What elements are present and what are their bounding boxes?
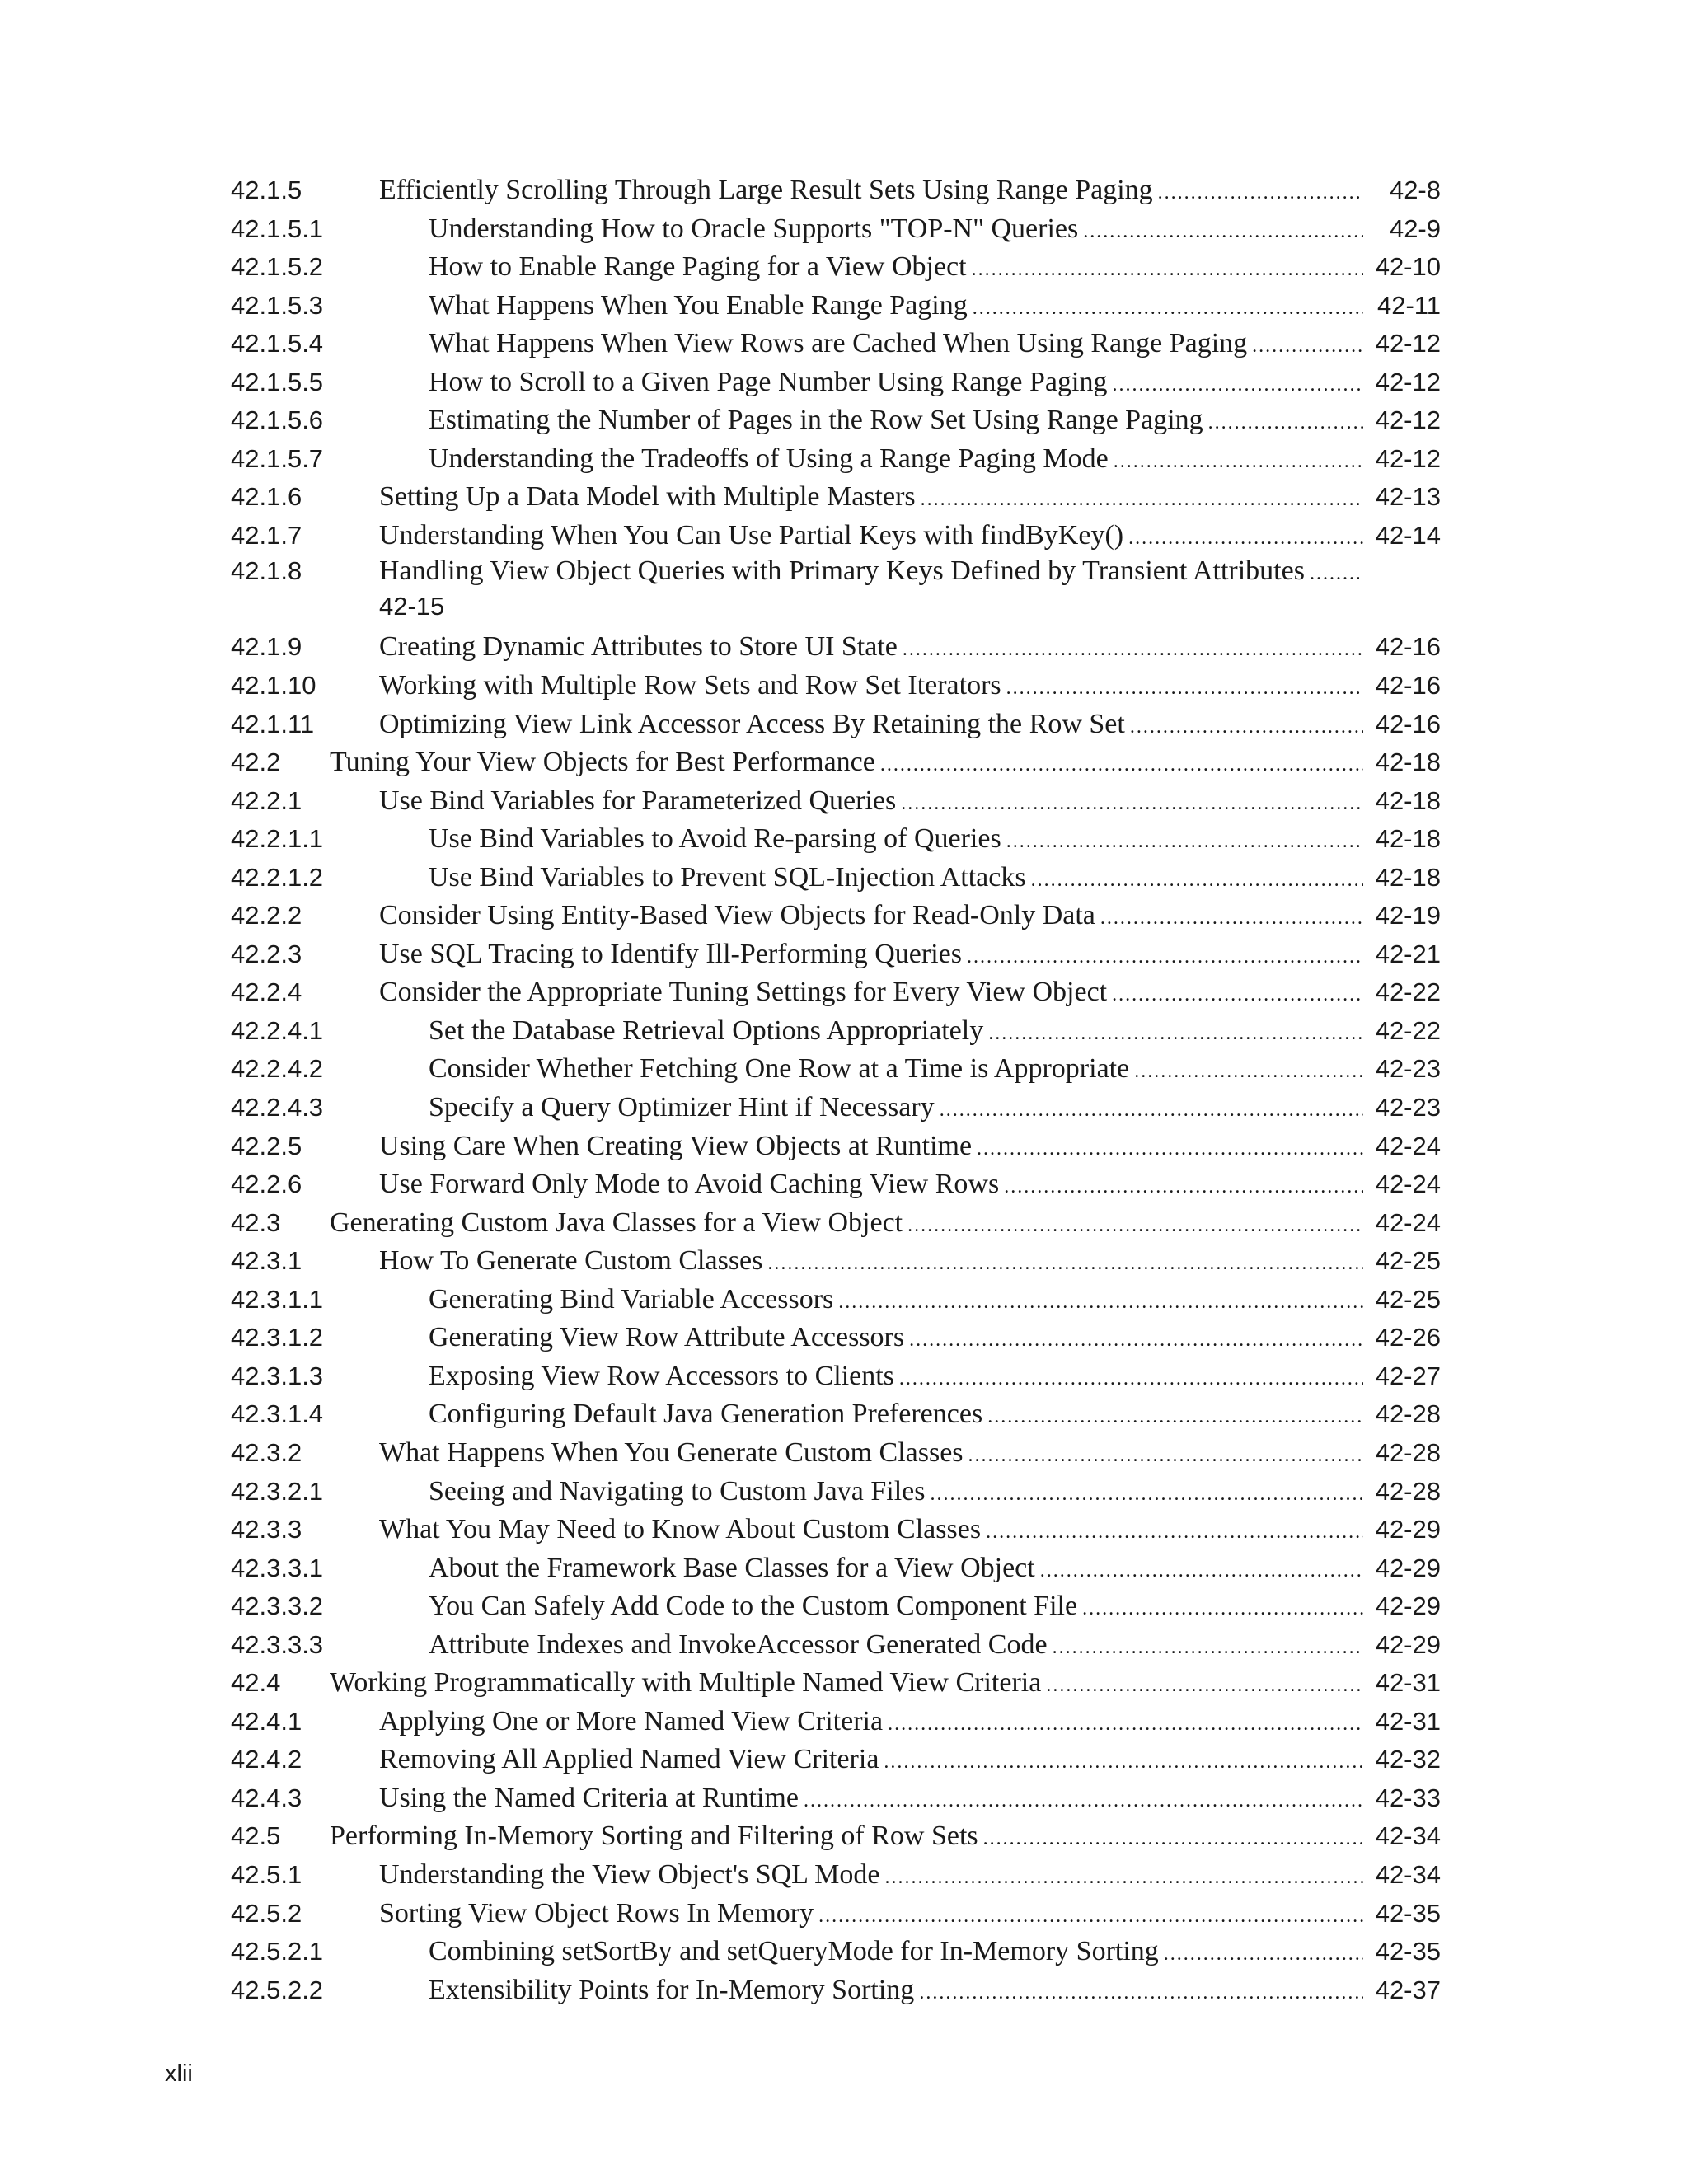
toc-entry-page[interactable]: 42-13 [1375, 482, 1441, 512]
toc-entry-page[interactable]: 42-12 [1375, 405, 1441, 435]
toc-entry-page[interactable]: 42-25 [1375, 1284, 1441, 1314]
toc-entry-page[interactable]: 42-32 [1375, 1745, 1441, 1774]
toc-entry-page[interactable]: 42-24 [1375, 1131, 1441, 1160]
dot-leader [919, 1974, 1363, 2013]
toc-entry-page[interactable]: 42-10 [1375, 252, 1441, 282]
toc-entry-number: 42.3.1.4 [231, 1399, 324, 1429]
toc-entry-title[interactable]: Estimating the Number of Pages in the Row Set Using Range Paging [429, 405, 1203, 436]
toc-entry-number: 42.3.1.1 [231, 1284, 324, 1314]
toc-entry-page[interactable]: 42-28 [1375, 1437, 1441, 1467]
toc-entry-number: 42.1.11 [231, 709, 315, 738]
toc-entry-page[interactable]: 42-18 [1375, 785, 1441, 815]
toc-entry-number: 42.1.5.3 [231, 290, 324, 320]
toc-entry[interactable] [231, 1127, 1441, 1166]
toc-entry-page[interactable]: 42-24 [1375, 1207, 1441, 1237]
toc-entry[interactable] [231, 1395, 1441, 1434]
toc-entry-title[interactable]: What You May Need to Know About Custom Classes [379, 1514, 982, 1545]
dot-leader [1310, 557, 1359, 590]
toc-entry-title[interactable]: Optimizing View Link Accessor Access By Retaining the Row Set [379, 708, 1125, 739]
toc-entry-number: 42.3.2 [231, 1437, 302, 1467]
toc-entry[interactable] [231, 1511, 1441, 1549]
toc-entry-page[interactable]: 42-16 [1375, 671, 1441, 701]
toc-entry-number: 42.2.4.3 [231, 1093, 324, 1122]
dot-leader [1130, 708, 1363, 747]
toc-entry-number: 42.2.3 [231, 939, 302, 968]
dot-leader [903, 630, 1363, 669]
toc-entry[interactable] [231, 1012, 1441, 1051]
toc-entry-title[interactable]: Seeing and Navigating to Custom Java Files [429, 1475, 926, 1507]
toc-entry-title[interactable]: Understanding the Tradeoffs of Using a Range Paging Mode [429, 443, 1109, 474]
toc-entry-page[interactable]: 42-29 [1375, 1629, 1441, 1659]
toc-entry[interactable] [231, 1089, 1441, 1127]
dot-leader [1128, 519, 1363, 558]
dot-leader [1004, 1168, 1363, 1207]
dot-leader [901, 785, 1363, 823]
toc-entry-number: 42.5.2.1 [231, 1937, 324, 1966]
dot-leader [1112, 976, 1363, 1015]
toc-entry-title[interactable]: Understanding When You Can Use Partial Keys with findByKey() [379, 519, 1124, 551]
toc-entry-number: 42.1.5.7 [231, 443, 324, 473]
toc-entry-title[interactable]: Consider the Appropriate Tuning Settings for Every View Object [379, 977, 1108, 1008]
toc-entry-title[interactable]: What Happens When You Enable Range Paging [429, 289, 968, 321]
toc-entry-page[interactable]: 42-16 [1375, 709, 1441, 738]
dot-leader [1112, 366, 1363, 405]
toc-entry[interactable] [231, 210, 1441, 249]
toc-entry[interactable] [231, 820, 1441, 859]
toc-entry[interactable] [231, 1817, 1441, 1856]
toc-entry-title[interactable]: How To Generate Custom Classes [379, 1245, 763, 1277]
toc-entry-title[interactable]: Extensibility Points for In-Memory Sorting [429, 1974, 915, 2005]
dot-leader [1031, 861, 1363, 900]
toc-entry[interactable] [231, 782, 1441, 821]
toc-entry[interactable] [231, 517, 1441, 555]
toc-entry-number: 42.3.3.2 [231, 1591, 324, 1621]
toc-entry-title[interactable]: You Can Safely Add Code to the Custom Component File [429, 1591, 1078, 1622]
dot-leader [1134, 1052, 1363, 1091]
toc-entry[interactable] [231, 973, 1441, 1012]
toc-entry-number: 42.2.5 [231, 1131, 302, 1160]
toc-entry[interactable] [231, 628, 1441, 667]
toc-entry-title[interactable]: How to Scroll to a Given Page Number Using Range Paging [429, 366, 1108, 397]
toc-entry-number: 42.4.2 [231, 1745, 302, 1774]
toc-entry[interactable] [231, 1626, 1441, 1665]
dot-leader [1208, 404, 1363, 443]
toc-entry-page[interactable]: 42-22 [1375, 977, 1441, 1007]
toc-entry-title[interactable]: Sorting View Object Rows In Memory [379, 1897, 814, 1929]
dot-leader [909, 1321, 1363, 1360]
toc-entry-page[interactable]: 42-29 [1375, 1591, 1441, 1621]
dot-leader [921, 480, 1363, 519]
toc-entry[interactable] [231, 897, 1441, 935]
toc-entry-number: 42.5.1 [231, 1859, 302, 1889]
toc-entry-title[interactable]: Tuning Your View Objects for Best Performance [330, 747, 875, 778]
dot-leader [1083, 213, 1363, 251]
toc-entry-page[interactable]: 42-34 [1375, 1821, 1441, 1851]
toc-entry-number: 42.1.5.6 [231, 405, 324, 435]
toc-entry-page[interactable]: 42-27 [1375, 1361, 1441, 1390]
toc-entry-number: 42.4.1 [231, 1706, 302, 1736]
dot-leader [940, 1091, 1363, 1130]
toc-entry-page[interactable]: 42-35 [1375, 1937, 1441, 1966]
toc-entry-title[interactable]: How to Enable Range Paging for a View Object [429, 251, 967, 283]
dot-leader [967, 938, 1363, 977]
toc-entry-number: 42.5.2 [231, 1898, 302, 1928]
toc-entry-number: 42.2.2 [231, 901, 302, 930]
toc-entry-page[interactable]: 42-15 [379, 592, 445, 621]
toc-entry[interactable] [231, 1895, 1441, 1933]
toc-entry[interactable] [231, 555, 1441, 628]
page-folio: xlii [165, 2060, 193, 2087]
toc-entry-title[interactable]: Understanding How to Oracle Supports "TOP-N" Queries [429, 213, 1079, 244]
toc-entry-page[interactable]: 42-29 [1375, 1553, 1441, 1582]
toc-entry[interactable] [231, 1165, 1441, 1204]
toc-entry-number: 42.3.1.2 [231, 1323, 324, 1352]
toc-entry-title[interactable]: Setting Up a Data Model with Multiple Masters [379, 481, 916, 513]
toc-entry-page[interactable]: 42-31 [1375, 1668, 1441, 1698]
toc-entry-title[interactable]: Specify a Query Optimizer Hint if Necessary [429, 1092, 935, 1123]
dot-leader [838, 1283, 1363, 1322]
toc-entry-number: 42.3.1.3 [231, 1361, 324, 1390]
toc-entry-title[interactable]: Configuring Default Java Generation Preferences [429, 1399, 983, 1430]
dot-leader [1046, 1666, 1363, 1705]
toc-entry[interactable] [231, 1856, 1441, 1895]
toc-entry-number: 42.1.7 [231, 520, 302, 550]
toc-entry[interactable] [231, 171, 1441, 210]
toc-entry-page[interactable]: 42-16 [1375, 632, 1441, 662]
toc-entry-title[interactable]: About the Framework Base Classes for a View Object [429, 1552, 1035, 1583]
toc-entry-page[interactable]: 42-21 [1375, 939, 1441, 968]
toc-entry-title[interactable]: Combining setSortBy and setQueryMode for In-Memory Sorting [429, 1936, 1159, 1967]
toc-entry-page[interactable]: 42-12 [1375, 443, 1441, 473]
toc-entry-number: 42.3.3.1 [231, 1553, 324, 1582]
toc-entry[interactable] [231, 705, 1441, 744]
toc-entry-number: 42.4 [231, 1668, 281, 1698]
toc-entry-page[interactable]: 42-31 [1375, 1706, 1441, 1736]
toc-entry-number: 42.1.10 [231, 671, 316, 701]
toc-entry[interactable] [231, 1242, 1441, 1281]
toc-entry[interactable] [231, 1549, 1441, 1588]
toc-entry-number: 42.1.5 [231, 176, 302, 204]
dot-leader [1164, 1935, 1363, 1974]
toc-entry-page[interactable]: 42-11 [1377, 290, 1441, 320]
dot-leader [1006, 669, 1363, 708]
dot-leader [899, 1360, 1363, 1399]
toc-entry-title[interactable]: What Happens When View Rows are Cached When Using Range Paging [429, 328, 1248, 359]
toc-entry-page[interactable]: 42-26 [1375, 1323, 1441, 1352]
toc-entry-title[interactable]: Generating Custom Java Classes for a View Object [330, 1207, 903, 1238]
toc-entry-page[interactable]: 42-24 [1375, 1169, 1441, 1199]
dot-leader [986, 1513, 1363, 1552]
toc-entry-title[interactable]: Use Bind Variables for Parameterized Queries [379, 785, 897, 816]
toc-entry-title[interactable]: Use Bind Variables to Avoid Re-parsing of Queries [429, 823, 1001, 855]
toc-entry[interactable] [231, 478, 1441, 517]
toc-entry-title[interactable]: Attribute Indexes and InvokeAccessor Generated Code [429, 1629, 1048, 1660]
toc-entry-title[interactable]: Using Care When Creating View Objects at Runtime [379, 1130, 973, 1161]
toc-entry-title[interactable]: Use Bind Variables to Prevent SQL-Injection Attacks [429, 861, 1026, 893]
toc-entry-number: 42.1.5.5 [231, 367, 324, 396]
dot-leader [968, 1436, 1363, 1475]
toc-entry[interactable] [231, 1741, 1441, 1779]
toc-entry-title[interactable]: Consider Using Entity-Based View Objects for Read-Only Data [379, 900, 1095, 931]
toc-entry-title[interactable]: Generating Bind Variable Accessors [429, 1283, 834, 1315]
toc-entry-number: 42.1.6 [231, 482, 302, 512]
toc-entry-page[interactable]: 42-28 [1375, 1476, 1441, 1506]
toc-entry-page[interactable]: 42-8 [1389, 176, 1441, 204]
table-of-contents [231, 171, 1441, 2009]
toc-entry-number: 42.2.4 [231, 977, 302, 1007]
toc-entry-number: 42.2.1 [231, 785, 302, 815]
toc-entry[interactable] [231, 1050, 1441, 1089]
toc-entry-page[interactable]: 42-18 [1375, 824, 1441, 854]
toc-entry-title[interactable]: Generating View Row Attribute Accessors [429, 1322, 905, 1353]
dot-leader [973, 289, 1363, 328]
toc-entry-title[interactable]: Performing In-Memory Sorting and Filtering of Row Sets [330, 1821, 978, 1852]
dot-leader [972, 251, 1363, 289]
toc-entry-number: 42.2.6 [231, 1169, 302, 1199]
dot-leader [977, 1130, 1363, 1169]
toc-entry-number: 42.3.3.3 [231, 1629, 324, 1659]
toc-entry[interactable] [231, 1434, 1441, 1473]
toc-entry[interactable] [231, 743, 1441, 782]
toc-entry-page[interactable]: 42-25 [1375, 1246, 1441, 1276]
toc-entry-number: 42.2.4.2 [231, 1054, 324, 1084]
toc-entry-page[interactable]: 42-23 [1375, 1093, 1441, 1122]
dot-leader [983, 1820, 1363, 1858]
toc-entry[interactable] [231, 1281, 1441, 1319]
toc-entry-title[interactable]: Working with Multiple Row Sets and Row Set Iterators [379, 670, 1001, 701]
dot-leader [1114, 443, 1363, 481]
dot-leader [804, 1782, 1363, 1821]
toc-entry[interactable] [231, 859, 1441, 898]
toc-entry-number: 42.3 [231, 1207, 281, 1237]
toc-entry[interactable] [231, 287, 1441, 326]
toc-entry-page[interactable]: 42-9 [1389, 213, 1441, 243]
toc-entry[interactable] [231, 1204, 1441, 1243]
toc-entry-page[interactable]: 42-18 [1375, 748, 1441, 777]
toc-entry[interactable] [231, 1971, 1441, 2010]
toc-entry[interactable] [231, 1703, 1441, 1741]
toc-entry-title[interactable]: Use SQL Tracing to Identify Ill-Performing Queries [379, 938, 962, 969]
toc-entry-page[interactable]: 42-23 [1375, 1054, 1441, 1084]
toc-entry-title[interactable]: Understanding the View Object's SQL Mode [379, 1858, 880, 1890]
toc-entry-title[interactable]: Creating Dynamic Attributes to Store UI State [379, 631, 898, 663]
toc-entry-title[interactable]: Using the Named Criteria at Runtime [379, 1782, 799, 1813]
dot-leader [818, 1897, 1363, 1936]
toc-entry[interactable] [231, 248, 1441, 287]
toc-entry-page[interactable]: 42-28 [1375, 1399, 1441, 1429]
toc-entry-page[interactable]: 42-35 [1375, 1898, 1441, 1928]
toc-entry-number: 42.4.3 [231, 1783, 302, 1812]
toc-entry-page[interactable]: 42-12 [1375, 367, 1441, 396]
toc-entry[interactable] [231, 1357, 1441, 1396]
toc-entry-title[interactable]: Exposing View Row Accessors to Clients [429, 1360, 894, 1391]
dot-leader [1252, 327, 1363, 366]
toc-entry-number: 42.1.8 [231, 556, 302, 586]
toc-entry-number: 42.1.5.4 [231, 329, 324, 359]
toc-entry-number: 42.2.1.2 [231, 862, 324, 892]
dot-leader [931, 1475, 1364, 1514]
dot-leader [888, 1705, 1363, 1744]
dot-leader [1158, 174, 1363, 213]
toc-entry[interactable] [231, 935, 1441, 974]
toc-entry-page[interactable]: 42-22 [1375, 1015, 1441, 1045]
dot-leader [767, 1244, 1363, 1283]
toc-entry-title[interactable]: Working Programmatically with Multiple Named View Criteria [330, 1667, 1042, 1699]
toc-entry[interactable] [231, 363, 1441, 402]
toc-entry-title[interactable]: Use Forward Only Mode to Avoid Caching View Rows [379, 1169, 1000, 1200]
toc-entry[interactable] [231, 1933, 1441, 1971]
toc-entry[interactable] [231, 401, 1441, 440]
toc-entry-number: 42.5 [231, 1821, 281, 1851]
toc-entry-page[interactable]: 42-14 [1375, 520, 1441, 550]
toc-entry[interactable] [231, 667, 1441, 705]
toc-entry-page[interactable]: 42-12 [1375, 329, 1441, 359]
dot-leader [1006, 823, 1363, 861]
dot-leader [884, 1858, 1363, 1897]
toc-entry-title[interactable]: Set the Database Retrieval Options Appropriately [429, 1015, 984, 1046]
toc-entry-number: 42.1.5.2 [231, 252, 324, 282]
toc-entry[interactable] [231, 1587, 1441, 1626]
toc-entry-number: 42.1.9 [231, 632, 302, 662]
toc-entry-title[interactable]: What Happens When You Generate Custom Classes [379, 1436, 964, 1468]
toc-entry[interactable] [231, 1473, 1441, 1511]
toc-entry-title[interactable]: Removing All Applied Named View Criteria [379, 1744, 879, 1775]
toc-entry-page[interactable]: 42-34 [1375, 1859, 1441, 1889]
toc-entry[interactable] [231, 325, 1441, 363]
dot-leader [987, 1398, 1363, 1436]
toc-entry-page[interactable]: 42-37 [1375, 1975, 1441, 2004]
toc-entry-page[interactable]: 42-18 [1375, 862, 1441, 892]
dot-leader [1040, 1552, 1363, 1591]
toc-entry-number: 42.2 [231, 748, 281, 777]
toc-entry-number: 42.3.3 [231, 1515, 302, 1544]
toc-entry-title[interactable]: Applying One or More Named View Criteria [379, 1705, 884, 1736]
toc-entry-number: 42.1.5.1 [231, 213, 324, 243]
dot-leader [884, 1743, 1363, 1782]
dot-leader [988, 1015, 1363, 1053]
toc-entry-page[interactable]: 42-33 [1375, 1783, 1441, 1812]
toc-entry-number: 42.2.1.1 [231, 824, 324, 854]
dot-leader [880, 746, 1363, 785]
dot-leader [1053, 1629, 1363, 1667]
dot-leader [1100, 899, 1363, 938]
toc-entry-number: 42.5.2.2 [231, 1975, 324, 2004]
toc-entry-title[interactable]: Handling View Object Queries with Primary Keys Defined by Transient Attributes [379, 555, 1305, 587]
toc-entry-page[interactable]: 42-29 [1375, 1515, 1441, 1544]
toc-entry-title[interactable]: Consider Whether Fetching One Row at a Time is Appropriate [429, 1053, 1130, 1085]
toc-entry-title[interactable]: Efficiently Scrolling Through Large Result Sets Using Range Paging [379, 175, 1153, 205]
dot-leader [907, 1207, 1363, 1245]
toc-entry-number: 42.3.2.1 [231, 1476, 324, 1506]
toc-entry[interactable] [231, 440, 1441, 479]
toc-entry[interactable] [231, 1779, 1441, 1818]
toc-entry-number: 42.2.4.1 [231, 1015, 324, 1045]
dot-leader [1082, 1590, 1363, 1629]
toc-entry-page[interactable]: 42-19 [1375, 901, 1441, 930]
toc-entry[interactable] [231, 1664, 1441, 1703]
toc-entry-number: 42.3.1 [231, 1246, 302, 1276]
toc-entry[interactable] [231, 1319, 1441, 1357]
